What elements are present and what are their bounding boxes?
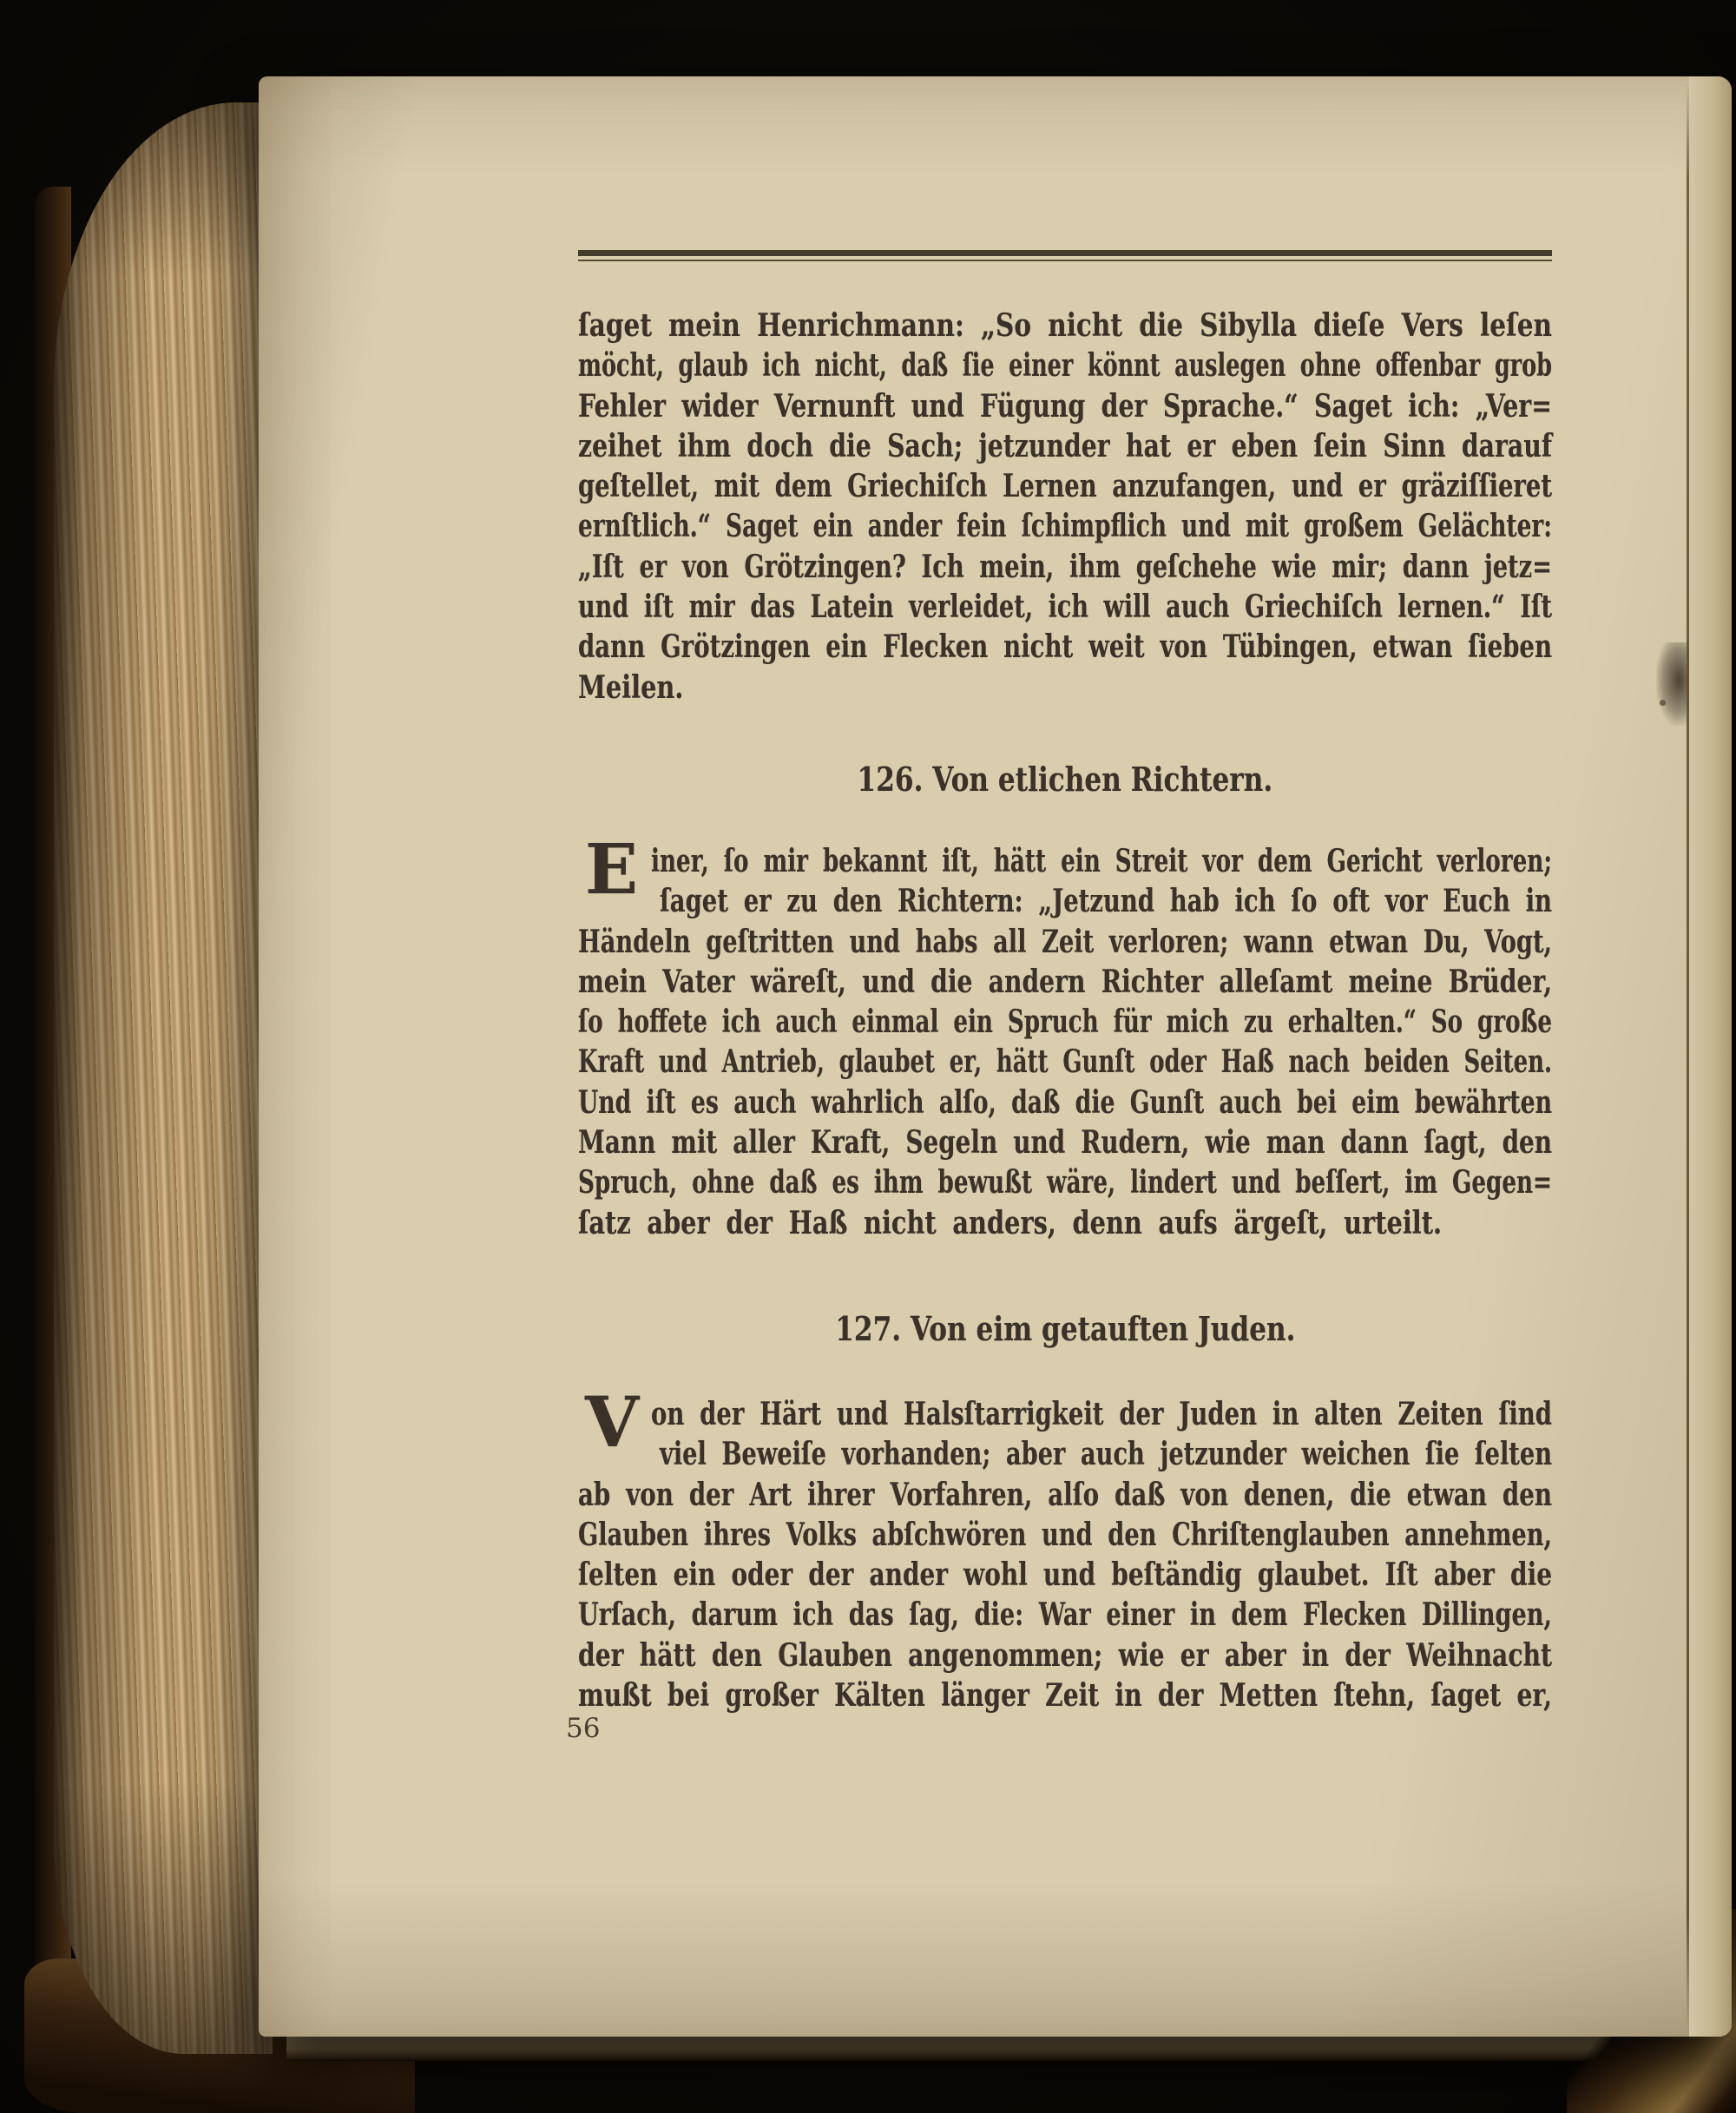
bottom-page-edges	[286, 2035, 1654, 2061]
book-page	[259, 76, 1732, 2037]
text-line: ſatz aber der Haß nicht anders, denn aufs ärgeſt, urteilt.	[578, 1204, 1443, 1241]
right-edge-underpage-strip	[1689, 76, 1732, 2037]
text-line: und iſt mir das Latein verleidet, ich will auch Griechiſch lernen.“ Iſt	[578, 589, 1552, 626]
text-line: ſaget er zu den Richtern: „Jetzund hab ich ſo oft vor Euch in	[660, 883, 1552, 920]
text-line: „Iſt er von Grötzingen? Ich mein, ihm geſchehe wie mir; dann jetz=	[578, 548, 1552, 585]
text-line: geſtellet, mit dem Griechiſch Lernen anzufangen, und er gräziſſieret	[578, 468, 1552, 505]
section-heading-126-text: 126. Von etlichen Richtern.	[857, 760, 1273, 799]
ink-speck	[1660, 700, 1666, 706]
text-line: der hätt den Glauben angenommen; wie er aber in der Weihnacht	[578, 1636, 1552, 1674]
text-line: ſaget mein Henrichmann: „So nicht die Sibylla dieſe Vers leſen	[578, 307, 1552, 344]
paragraph-continuation	[578, 306, 1552, 708]
text-line: ernſtlich.“ Saget ein ander fein ſchimpflich und mit großem Gelächter:	[578, 508, 1552, 545]
text-line: viel Beweiſe vorhanden; aber auch jetzunder weichen ſie ſelten	[660, 1436, 1552, 1473]
head-rule-thick	[578, 250, 1552, 256]
text-line: ſelten ein oder der ander wohl und beſtändig glaubet. Iſt aber die	[578, 1557, 1552, 1594]
text-line: Meilen.	[578, 668, 684, 706]
text-line: Fehler wider Vernunft und Fügung der Sprache.“ Saget ich: „Ver=	[578, 387, 1552, 425]
section-heading-126	[578, 757, 1552, 802]
text-line: Kraft und Antrieb, glaubet er, hätt Gunſt oder Haß nach beiden Seiten.	[578, 1043, 1552, 1081]
text-line: Urſach, darum ich das ſag, die: War einer in dem Flecken Dillingen,	[578, 1596, 1552, 1634]
section-heading-127	[578, 1307, 1552, 1352]
text-line: on der Härt und Halsſtarrigkeit der Juden in alten Zeiten ſind	[651, 1396, 1552, 1432]
text-line: Mann mit aller Kraft, Segeln und Rudern, wie man dann ſagt, den	[578, 1124, 1552, 1162]
paragraph-126	[578, 828, 1552, 1243]
page-stack-fore-edge	[54, 102, 273, 2054]
text-line: iner, ſo mir bekannt iſt, hätt ein Streit vor dem Gericht verloren;	[651, 843, 1552, 879]
text-line: Und iſt es auch wahrlich alſo, daß die Gunſt auch bei eim bewährten	[578, 1083, 1552, 1121]
text-line: Glauben ihres Volks abſchwören und den Chriſtenglauben annehmen,	[578, 1516, 1552, 1553]
text-line: dann Grötzingen ein Flecken nicht weit von Tübingen, etwan ſieben	[578, 629, 1552, 666]
drop-cap-initial: V	[585, 1381, 640, 1463]
text-line: zeihet ihm doch die Sach; jetzunder hat er eben ſein Sinn darauf	[578, 427, 1552, 464]
text-line: Händeln geſtritten und habs all Zeit verloren; wann etwan Du, Vogt,	[578, 923, 1552, 960]
text-line: ab von der Art ihrer Vorfahren, alſo daß von denen, die etwan den	[578, 1476, 1552, 1513]
text-line: mußt bei großer Kälten länger Zeit in der Metten ſtehn, ſaget er,	[578, 1677, 1552, 1715]
page-number: 56	[566, 1713, 601, 1744]
section-heading-127-text: 127. Von eim getauften Juden.	[834, 1309, 1296, 1348]
text-line: möcht, glaub ich nicht, daß ſie einer könnt auslegen ohne offenbar grob	[578, 347, 1552, 385]
text-line: Spruch, ohne daß es ihm bewußt wäre, lindert und beſſert, im Gegen=	[578, 1164, 1552, 1201]
drop-cap-initial: E	[585, 828, 638, 910]
text-line: mein Vater wäreſt, und die andern Richter alleſamt meine Brüder,	[578, 963, 1552, 1000]
paragraph-127	[578, 1381, 1552, 1715]
head-rule-thin	[578, 260, 1552, 261]
text-line: ſo hoffete ich auch einmal ein Spruch für mich zu erhalten.“ So große	[578, 1004, 1552, 1041]
